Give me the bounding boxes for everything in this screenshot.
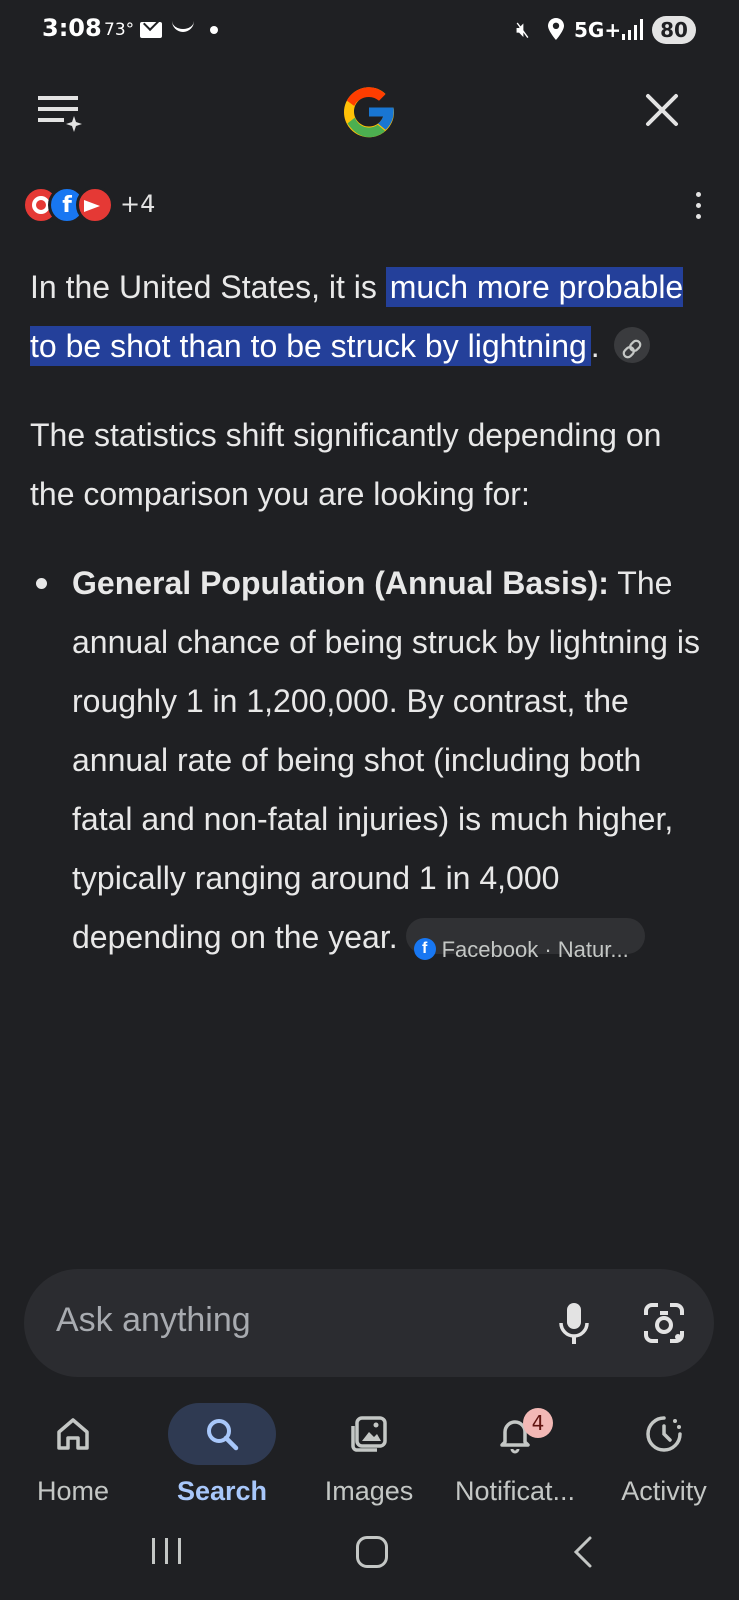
close-icon[interactable]	[640, 88, 684, 132]
link-icon[interactable]	[614, 327, 650, 363]
list-item	[30, 554, 710, 967]
bullet-heading: General Population (Annual Basis):	[72, 565, 609, 601]
back-icon[interactable]	[568, 1532, 598, 1572]
ai-answer	[30, 258, 710, 967]
mail-icon	[140, 22, 162, 38]
more-options-icon[interactable]	[686, 188, 710, 224]
signal-icon	[620, 18, 644, 40]
nav-label-home: Home	[36, 1476, 110, 1506]
nav-activity[interactable]	[594, 1400, 734, 1510]
status-bar	[0, 0, 739, 62]
nav-notifications[interactable]	[445, 1400, 585, 1510]
google-logo	[339, 82, 399, 142]
nav-images[interactable]	[299, 1400, 439, 1510]
notification-icon	[172, 18, 194, 32]
facebook-icon: f	[414, 938, 436, 960]
answer-bullets	[30, 554, 710, 967]
more-sources-count[interactable]: +4	[120, 190, 156, 218]
top-app-bar	[0, 72, 739, 146]
sources-row[interactable]	[22, 186, 722, 230]
bullet-text: The annual chance of being struck by lightning is roughly 1 in 1,200,000. By contrast, the annual rate of being shot (including both fatal and non-fatal injuries) is much higher, typically ranging around 1 in 4,000 depending on the year.	[72, 565, 700, 955]
location-icon	[548, 18, 564, 40]
highlighted-answer[interactable]: much more probable to be shot than to be struck by lightning	[30, 269, 684, 364]
menu-sparkle-icon[interactable]	[36, 90, 84, 134]
more-notifications-icon	[210, 26, 218, 34]
mute-icon: 🔇︎	[516, 18, 530, 43]
ask-placeholder: Ask anything	[56, 1301, 251, 1339]
status-time: 3:08	[42, 14, 102, 42]
facebook-favicon[interactable]: f	[48, 186, 86, 224]
battery-indicator: 80	[652, 16, 696, 44]
nav-search[interactable]	[152, 1400, 292, 1510]
activity-icon	[642, 1412, 686, 1456]
ask-input[interactable]	[24, 1269, 714, 1377]
microphone-icon[interactable]	[552, 1299, 596, 1347]
youtube-favicon[interactable]	[76, 186, 114, 224]
nav-label-activity: Activity	[621, 1476, 707, 1506]
answer-intro: The statistics shift significantly depending on the comparison you are looking for:	[30, 417, 662, 512]
answer-lead	[30, 258, 710, 376]
lead-prefix: In the United States, it is	[30, 269, 386, 305]
recent-apps-icon[interactable]	[150, 1536, 184, 1566]
nav-label-search: Search	[176, 1476, 268, 1506]
home-icon	[51, 1412, 95, 1456]
citation-chip[interactable]	[406, 918, 645, 962]
bottom-navigation	[0, 1400, 739, 1520]
search-icon	[200, 1412, 244, 1456]
citation-label: Facebook · Natur...	[441, 936, 629, 962]
notification-badge: 4	[523, 1408, 553, 1438]
network-type: 5G+	[574, 18, 622, 42]
images-icon	[347, 1412, 391, 1456]
system-navigation	[0, 1528, 739, 1588]
home-button-icon[interactable]	[356, 1536, 388, 1568]
nav-label-notifications: Notificat...	[454, 1476, 576, 1506]
nav-label-images: Images	[324, 1476, 414, 1506]
google-lens-icon[interactable]	[640, 1299, 688, 1347]
nav-home[interactable]	[3, 1400, 143, 1510]
lead-suffix: .	[590, 328, 600, 364]
status-temperature: 73°	[104, 20, 135, 40]
